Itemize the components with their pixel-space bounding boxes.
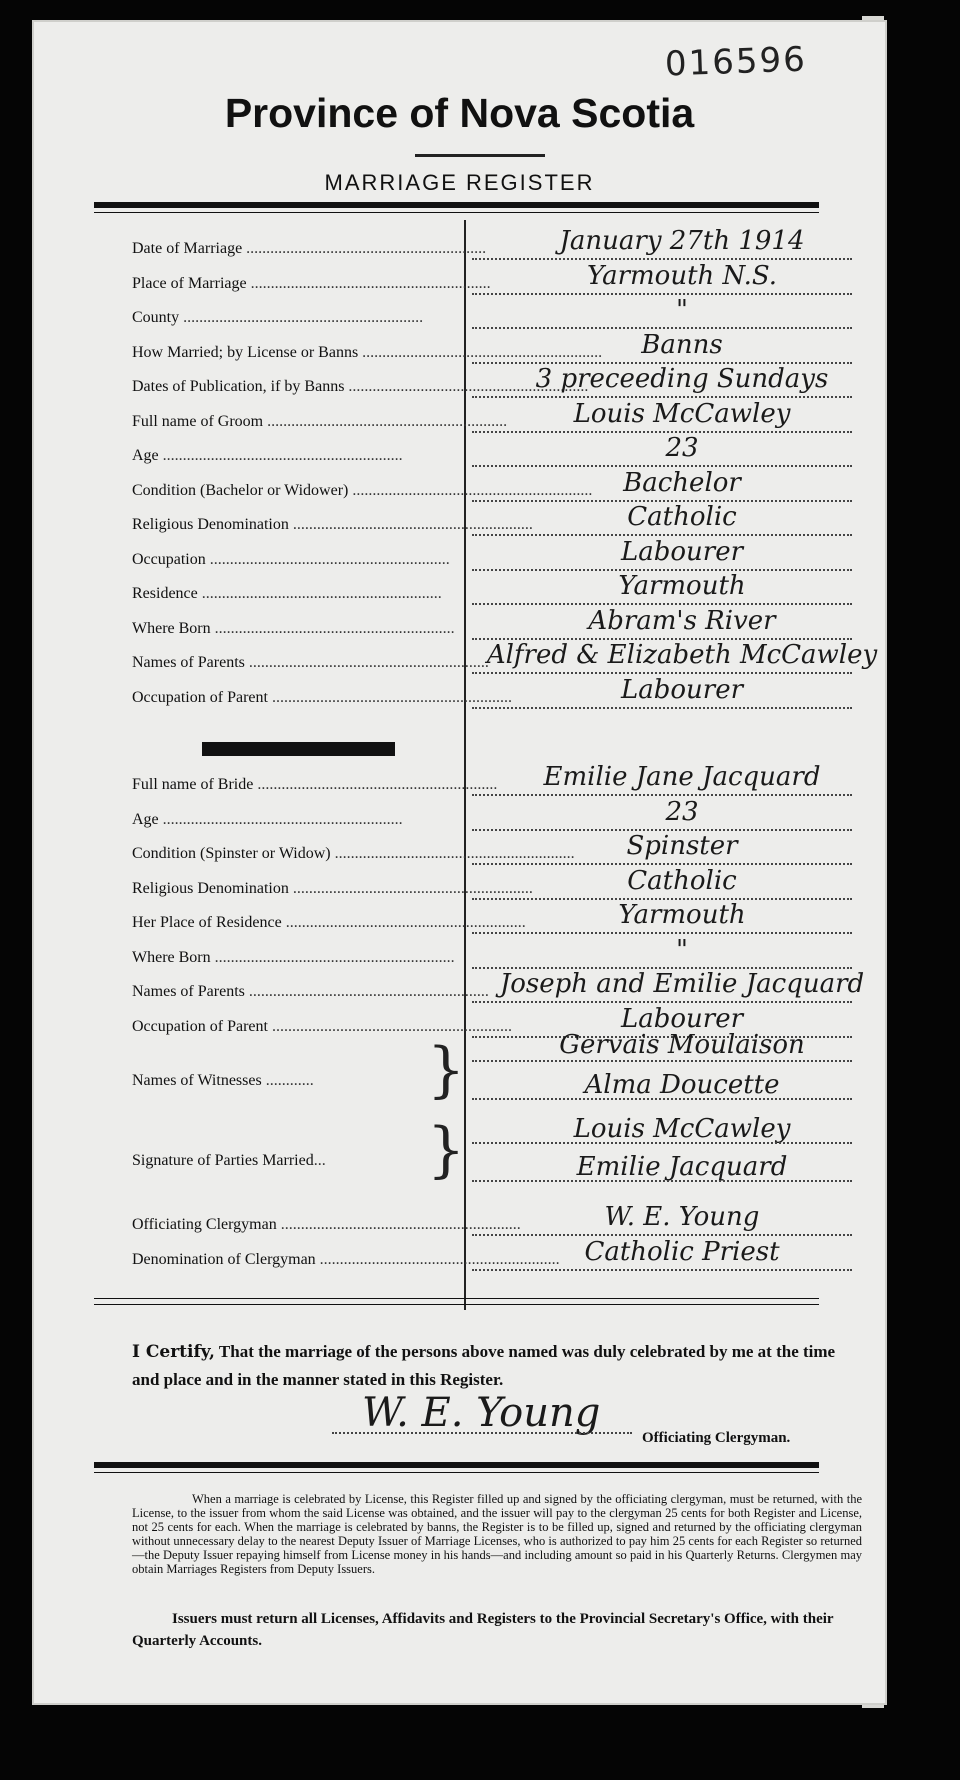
witnesses-brace: } (427, 1035, 466, 1105)
groom-field-value: Alfred & Elizabeth McCawley (486, 640, 878, 670)
bride-field-value: " (676, 934, 688, 965)
groom-field-label: Age (132, 447, 159, 464)
clergy-field-label: Officiating Clergyman (132, 1216, 277, 1233)
section-separator-bar (202, 742, 395, 756)
groom-field-value: Bachelor (623, 467, 741, 498)
groom-field-value: Abram's River (588, 605, 776, 636)
groom-field-label: Where Born (132, 619, 211, 637)
groom-field-label: How Married; by License or Banns (132, 343, 359, 361)
notice-rule-thin (94, 1472, 819, 1473)
bride-field-row: Religious Denomination ............................................................ Catholic (32, 872, 887, 906)
groom-field-label: Names of Parents (132, 654, 245, 671)
bride-field-value: Labourer (620, 1003, 744, 1034)
certify-lead: I Certify, (132, 1342, 215, 1362)
cert-rule-top (94, 1298, 819, 1299)
groom-field-row: Residence ............................................................ Yarmouth (32, 577, 887, 611)
groom-field-value: January 27th 1914 (559, 226, 805, 256)
signature-caption: Officiating Clergyman. (642, 1430, 791, 1446)
groom-field-value: " (676, 295, 688, 325)
bride-field-value: Yarmouth (618, 900, 746, 930)
groom-field-label: Dates of Publication, if by Banns (132, 378, 345, 395)
groom-field-row: Where Born ............................................................ Abram's River (32, 612, 887, 646)
parties-label: Signature of Parties Married (132, 1152, 314, 1169)
groom-field-label: Occupation (132, 550, 206, 568)
clergy-field-row: Officiating Clergyman ............................................................ W. E. Young (32, 1208, 887, 1242)
parties-brace: } (427, 1115, 466, 1185)
clergy-field-row: Denomination of Clergyman ............................................................ Catholic Priest (32, 1243, 887, 1277)
header-rule (94, 202, 819, 208)
certify-body: That the marriage of the persons above named was duly celebrated by me at the time and place and in the manner stated in this Register. (132, 1342, 836, 1389)
document-subtitle: MARRIAGE REGISTER (324, 170, 595, 195)
document-number: 016596 (664, 39, 808, 85)
groom-field-label: Occupation of Parent (132, 688, 268, 706)
witness-1: Gervais Moulaison (559, 1030, 805, 1060)
groom-field-row: Date of Marriage ............................................................ January 27th 1914 (32, 232, 887, 266)
groom-field-row: How Married; by License or Banns ............................................................ Banns (32, 336, 887, 370)
bride-field-label: Names of Parents (132, 983, 245, 1000)
bride-field-label: Her Place of Residence (132, 914, 282, 931)
groom-field-label: Condition (Bachelor or Widower) (132, 481, 349, 499)
groom-field-value: Labourer (620, 674, 744, 705)
clergy-field-value: Catholic Priest (584, 1236, 780, 1267)
bride-field-row: Full name of Bride ............................................................ Emilie Jane Jacquard (32, 768, 887, 802)
notice-rule (94, 1462, 819, 1468)
groom-field-label: Full name of Groom (132, 412, 264, 430)
groom-field-label: Residence (132, 585, 198, 602)
groom-field-row: Full name of Groom ............................................................ Louis McCawley (32, 405, 887, 439)
groom-field-value-line (472, 707, 852, 709)
party-2-line (472, 1180, 852, 1182)
bride-field-row: Names of Parents ............................................................ Joseph and Emilie Jacquard (32, 975, 887, 1009)
bride-field-row: Her Place of Residence ............................................................ Yarmouth (32, 906, 887, 940)
groom-field-label: County (132, 309, 180, 326)
certification-text (132, 1338, 862, 1394)
groom-field-value: 3 preceeding Sundays (535, 364, 829, 394)
groom-field-row: Occupation of Parent ............................................................ Labourer (32, 681, 887, 715)
bride-field-label: Full name of Bride (132, 776, 254, 793)
bride-field-row: Age ............................................................ 23 (32, 803, 887, 837)
groom-field-value: Yarmouth (618, 571, 746, 601)
witnesses-label: Names of Witnesses (132, 1072, 262, 1089)
groom-field-value: Banns (641, 329, 723, 360)
header-rule-thin (94, 212, 819, 213)
party-1-line (472, 1142, 852, 1144)
groom-field-row: Age ............................................................ 23 (32, 439, 887, 473)
document-title: Province of Nova Scotia (224, 90, 695, 136)
witness-1-line (472, 1060, 852, 1062)
clergy-field-label: Denomination of Clergyman (132, 1250, 316, 1268)
cert-rule-top-2 (94, 1304, 819, 1305)
party-2-signature: Emilie Jacquard (576, 1152, 788, 1182)
groom-field-label: Date of Marriage (132, 240, 243, 257)
signature-line (332, 1432, 632, 1434)
register-document (32, 20, 887, 1705)
clergy-field-value: W. E. Young (604, 1202, 760, 1232)
groom-field-label: Religious Denomination (132, 516, 289, 533)
groom-field-value: Catholic (627, 502, 737, 532)
bride-field-label: Where Born (132, 948, 211, 966)
bride-field-value: Spinster (626, 831, 738, 861)
groom-field-row: Religious Denomination ............................................................ Catholic (32, 508, 887, 542)
bride-field-row: Where Born ............................................................ " (32, 941, 887, 975)
bride-field-row: Condition (Spinster or Widow) ............................................................ Spinster (32, 837, 887, 871)
groom-field-value: Yarmouth N.S. (586, 260, 778, 291)
witness-2: Alma Doucette (584, 1070, 780, 1100)
groom-field-row: Names of Parents ............................................................ Alfred & Elizabeth McCawley (32, 646, 887, 680)
clergyman-signature: W. E. Young (362, 1390, 601, 1436)
groom-field-label: Place of Marriage (132, 274, 247, 292)
bride-field-label: Age (132, 810, 159, 828)
bride-field-value: Emilie Jane Jacquard (543, 762, 821, 792)
bride-field-value: Joseph and Emilie Jacquard (499, 969, 865, 999)
party-1-signature: Louis McCawley (573, 1114, 791, 1144)
groom-field-value: Labourer (620, 536, 744, 567)
groom-field-row: Dates of Publication, if by Banns ............................................................ 3 preceeding Sundays (32, 370, 887, 404)
bride-field-label: Religious Denomination (132, 879, 289, 897)
groom-field-row: Condition (Bachelor or Widower) ............................................................ Bachelor (32, 474, 887, 508)
bride-field-row: Occupation of Parent ............................................................ Labourer (32, 1010, 887, 1044)
notice-text: When a marriage is celebrated by License, this Register filled up and signed by the officiating clergyman, must be returned, with the License, to the issuer from whom the said License was obtained, and the issuer will pay to the clergyman 25 cents for both Register and License, not 25 cents for each. When the marriage is celebrated by banns, the Register is to be filled up, signed and returned by the officiating clergyman without unnecessary delay to the nearest Deputy Issuer of Marriage Licenses, who is authorized to pay him 25 cents for each Register so returned—the Deputy Issuer repaying himself from License money in his hands—and including amount so paid in his Quarterly Returns. Clergymen may obtain Marriages Registers from Deputy Issuers. (132, 1492, 862, 1576)
groom-field-value: 23 (665, 433, 699, 463)
bride-field-value: Catholic (627, 865, 737, 896)
witnesses-row: Names of Witnesses ............ (132, 1072, 314, 1089)
groom-field-row: Occupation ............................................................ Labourer (32, 543, 887, 577)
bride-field-value: 23 (665, 796, 699, 827)
groom-field-row: Place of Marriage ............................................................ Yarmouth N.S. (32, 267, 887, 301)
bride-field-label: Occupation of Parent (132, 1017, 268, 1035)
title-underline (415, 154, 545, 157)
witness-2-line (472, 1098, 852, 1100)
bride-field-label: Condition (Spinster or Widow) (132, 845, 331, 862)
groom-field-value: Louis McCawley (573, 398, 791, 429)
parties-row: Signature of Parties Married... (132, 1152, 326, 1169)
clergy-field-value-line (472, 1269, 852, 1271)
footer-text: Issuers must return all Licenses, Affidavits and Registers to the Provincial Secretary's Office, with their Quarterly Accounts. (132, 1611, 834, 1649)
groom-field-row: County ............................................................ " (32, 301, 887, 335)
